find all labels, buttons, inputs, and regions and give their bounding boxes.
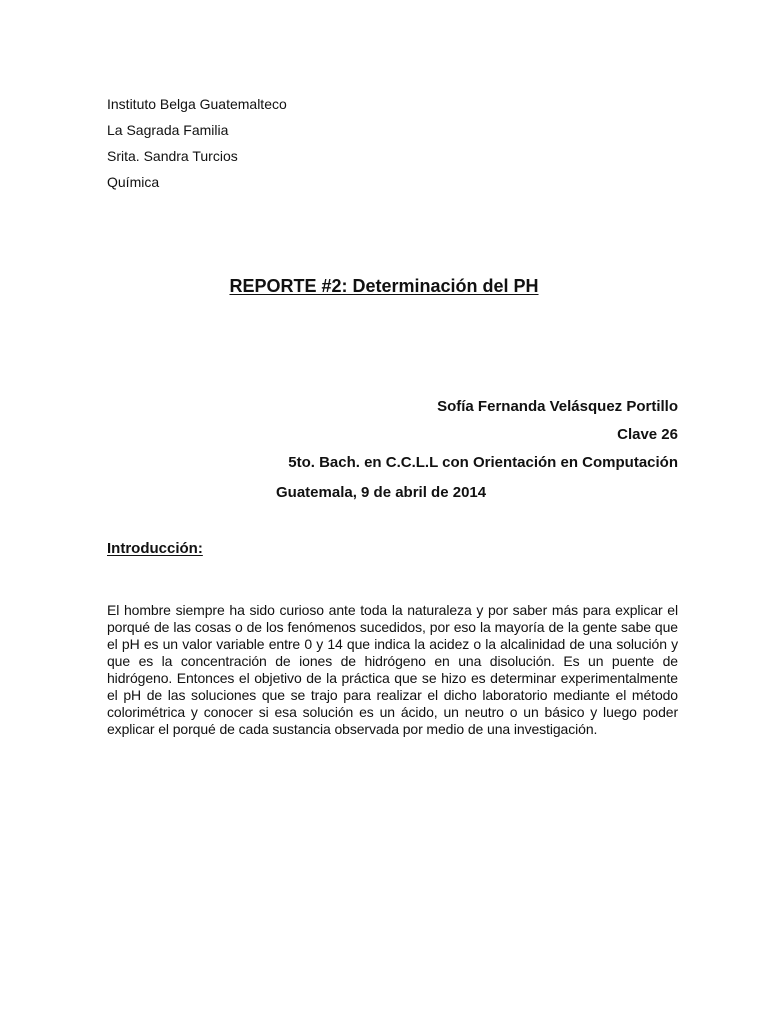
subject-name: Química: [107, 174, 160, 190]
place-date: Guatemala, 9 de abril de 2014: [276, 484, 487, 501]
report-title: REPORTE #2: Determinación del PH: [229, 276, 539, 296]
institution-name: Instituto Belga Guatemalteco: [107, 96, 287, 112]
teacher-name: Srita. Sandra Turcios: [107, 148, 238, 164]
author-name: Sofía Fernanda Velásquez Portillo: [437, 398, 678, 415]
introduction-heading: Introducción:: [107, 540, 203, 557]
header-block: [107, 91, 507, 195]
author-block: [158, 396, 678, 480]
introduction-paragraph: El hombre siempre ha sido curioso ante toda la naturaleza y por saber más para explicar el porqué de las cosas o de los fenómenos sucedidos, por eso la mayoría de la gente sabe que el pH es un valor variable entre 0 y 14 que indica la acidez o la alcalinidad de una solución y que es la concentración de iones de hidrógeno en una disolución. Es un puente de hidrógeno. Entonces el objetivo de la práctica que se hizo es determinar experimentalmente el pH de las soluciones que se trajo para realizar el dicho laboratorio mediante el método colorimétrica y conocer si esa solución es un ácido, un neutro o un básico y luego poder explicar el porqué de cada sustancia observada por medio de una investigación.: [107, 602, 678, 737]
report-title-wrapper: [0, 274, 768, 298]
school-name: La Sagrada Familia: [107, 122, 229, 138]
student-grade: 5to. Bach. en C.C.L.L con Orientación en Computación: [288, 454, 678, 471]
student-key: Clave 26: [617, 426, 678, 443]
